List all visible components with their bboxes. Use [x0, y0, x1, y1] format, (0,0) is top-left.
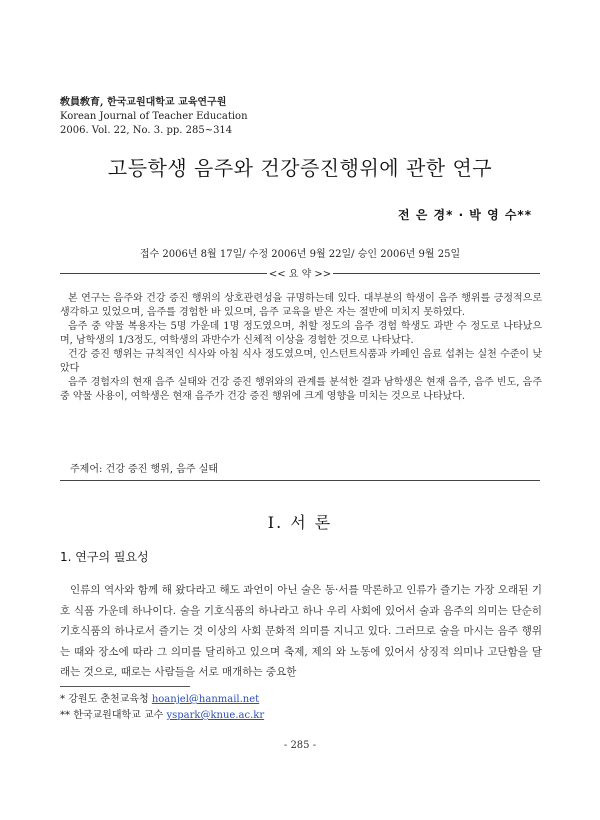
section-heading: Ⅰ. 서 론 — [267, 513, 333, 532]
footnote-affiliation: 강원도 춘천교육청 — [68, 694, 149, 705]
body-text — [60, 580, 542, 683]
abstract-paragraph: 건강 증진 행위는 규칙적인 식사와 아침 식사 정도였으며, 인스턴트식품과 카페인 음료 섭취는 실천 수준이 낮았다 — [60, 349, 542, 374]
abstract-label: << 요 약 >> — [268, 269, 332, 280]
page-number: - 285 - — [283, 740, 317, 751]
footnote-marker: ** — [60, 710, 70, 721]
keywords-divider — [60, 480, 540, 481]
footnote-email-link[interactable]: yspark@knue.ac.kr — [166, 710, 265, 721]
journal-korean-name: 敎員敎育, 한국교원대학교 교육연구원 — [60, 97, 227, 108]
abstract-rule-right — [333, 273, 540, 274]
journal-english-name: Korean Journal of Teacher Education — [60, 111, 248, 122]
journal-citation: 2006. Vol. 22, No. 3. pp. 285~314 — [60, 125, 233, 136]
footnote-marker: * — [60, 694, 65, 705]
footnotes — [60, 692, 264, 724]
abstract-paragraph: 본 연구는 음주와 건강 증진 행위의 상호관련성을 규명하는데 있다. 대부분의 학생이 음주 행위를 긍정적으로 생각하고 있었으며, 음주를 경험한 바 있으며, 음주 교육을 받은 자는 절반에 미치지 못하였다. — [60, 293, 542, 318]
body-paragraph: 인류의 역사와 함께 해 왔다라고 해도 과언이 아닌 술은 동·서를 막론하고 인류가 즐기는 가장 오래된 기호 식품 가운데 하나이다. 술을 기호식품의 하나라고 하나 우리 사회에 있어서 술과 음주의 의미는 단순히 기호식품의 하나로서 즐기는 것 이상의 사회 문화적 의미를 지니고 있다. 그러므로 술을 마시는 음주 행위는 때와 장소에 따라 그 의미를 달리하고 있으며 축제, 제의 와 노동에 있어서 상징적 의미나 고단함을 달래는 것으로, 때로는 사람들을 서로 매개하는 중요한 — [60, 584, 542, 678]
paper-title: 고등학생 음주와 건강증진행위에 관한 연구 — [107, 156, 493, 180]
footnote-divider — [60, 686, 190, 687]
author-list: 전 은 경* · 박 영 수** — [397, 208, 532, 222]
footnote-affiliation: 한국교원대학교 교수 — [73, 710, 164, 721]
abstract-body — [60, 292, 542, 404]
submission-dates: 접수 2006년 8월 17일/ 수정 2006년 9월 22일/ 승인 2006년 9월 25일 — [139, 249, 461, 260]
abstract-heading — [60, 265, 540, 281]
footnote-email-link[interactable]: hoanjel@hanmail.net — [151, 694, 260, 705]
footnote-item — [60, 692, 264, 708]
journal-header — [60, 96, 248, 138]
subsection-heading: 1. 연구의 필요성 — [60, 550, 149, 564]
abstract-paragraph: 음주 중 약물 복용자는 5명 가운데 1명 정도였으며, 취할 정도의 음주 경험 학생도 과반 수 정도로 나타났으며, 남학생의 1/3정도, 여학생의 과반수가 신체적 이상을 경험한 것으로 나타났다. — [60, 321, 542, 346]
abstract-paragraph: 음주 경험자의 현재 음주 실태와 건강 증진 행위와의 관계를 분석한 결과 남학생은 현재 음주, 음주 빈도, 음주 중 약물 사용이, 여학생은 현재 음주가 건강 증진 행위에 크게 영향을 미치는 것으로 나타났다. — [60, 377, 542, 402]
footnote-item — [60, 708, 264, 724]
keywords: 주제어: 건강 증진 행위, 음주 실태 — [70, 464, 219, 475]
